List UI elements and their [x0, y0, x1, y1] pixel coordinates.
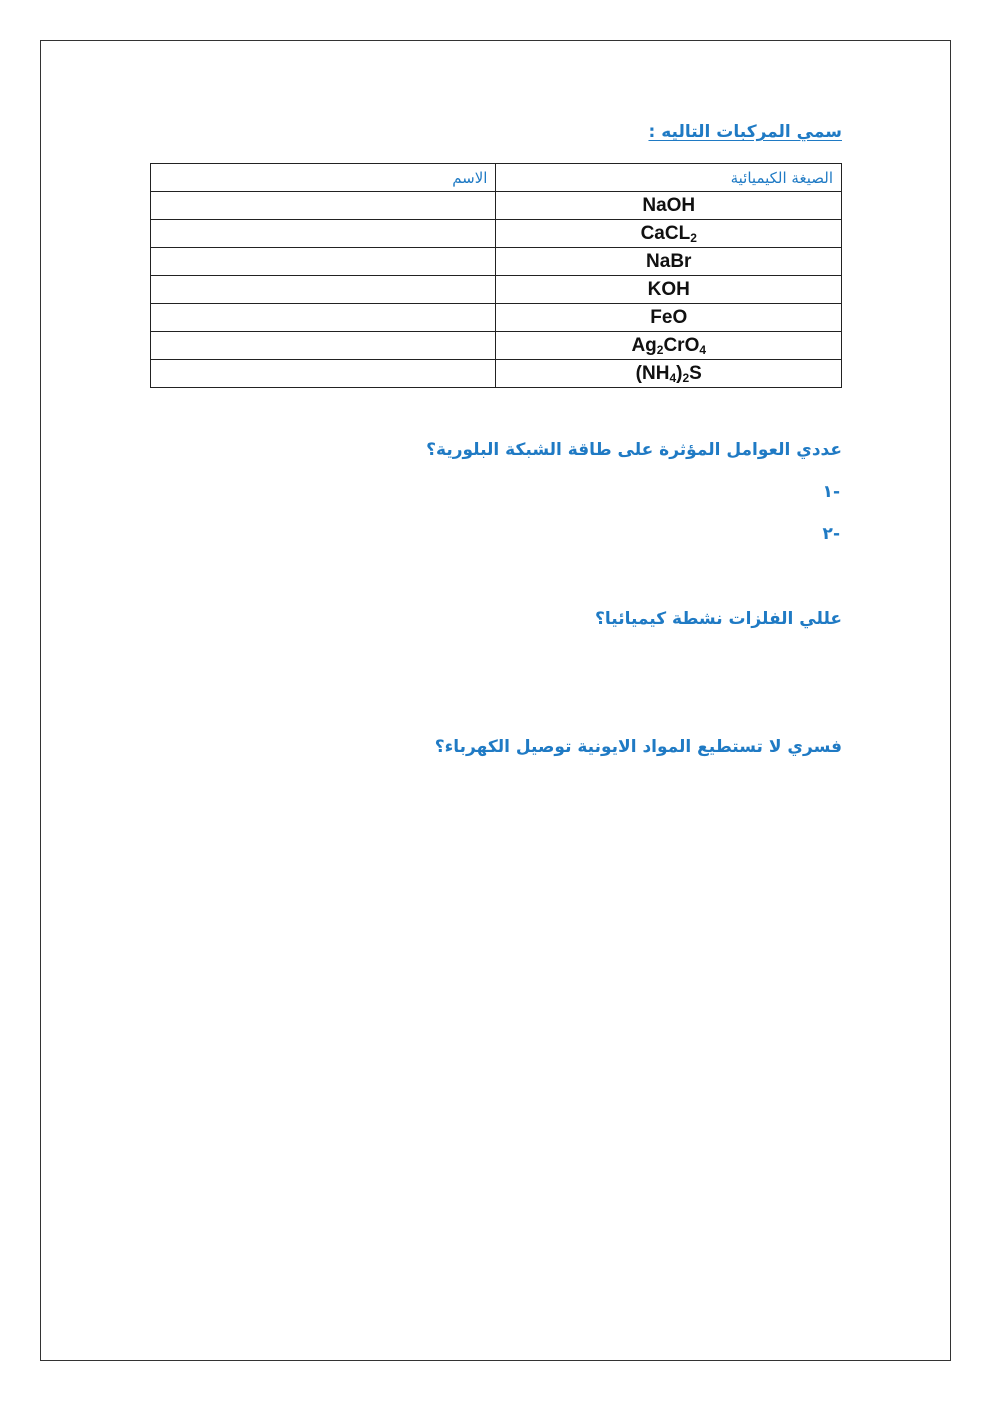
table-row: [151, 332, 842, 360]
formula-cell: [496, 192, 842, 220]
formula-text: FeO: [650, 306, 688, 328]
name-cell[interactable]: [151, 248, 496, 276]
name-cell[interactable]: [151, 276, 496, 304]
formula-text: KOH: [647, 278, 690, 300]
table-body: [151, 192, 842, 388]
question-1: عددي العوامل المؤثرة على طاقة الشبكة البلورية؟: [426, 440, 842, 460]
formula-subscript: 2: [656, 342, 664, 357]
header-formula: الصيغة الكيميائية: [496, 164, 842, 192]
formula-subscript: 2: [690, 230, 697, 245]
formula-subscript: 4: [669, 370, 677, 385]
formula-text: ): [676, 362, 683, 384]
table-row: [151, 304, 842, 332]
formula-text: CaCL: [640, 222, 691, 244]
question-3: فسري لا تستطيع المواد الايونية توصيل الكهرباء؟: [434, 737, 842, 757]
question-2: عللي الفلزات نشطة كيميائيا؟: [595, 609, 842, 629]
formula-text: (NH: [635, 362, 670, 384]
name-cell[interactable]: [151, 192, 496, 220]
table-row: [151, 360, 842, 388]
formula-subscript: 2: [682, 370, 690, 385]
name-cell[interactable]: [151, 304, 496, 332]
table-header-row: [151, 164, 842, 192]
formula-text: NaOH: [642, 194, 696, 216]
answer-item-2: -٢: [822, 524, 840, 544]
formula-text: NaBr: [646, 250, 692, 272]
table-row: [151, 220, 842, 248]
table-row: [151, 248, 842, 276]
formula-subscript: 4: [699, 342, 707, 357]
formula-text: Ag: [631, 334, 657, 356]
formula-cell: [496, 304, 842, 332]
formula-cell: [496, 220, 842, 248]
table-row: [151, 276, 842, 304]
formula-cell: [496, 332, 842, 360]
formula-cell: [496, 276, 842, 304]
table-row: [151, 192, 842, 220]
formula-cell: [496, 360, 842, 388]
compounds-table: [150, 163, 842, 388]
formula-text: S: [689, 362, 702, 384]
answer-item-1: -١: [822, 482, 840, 502]
section-title: سمي المركبات التاليه :: [648, 122, 842, 142]
name-cell[interactable]: [151, 360, 496, 388]
formula-cell: [496, 248, 842, 276]
header-name: الاسم: [151, 164, 496, 192]
name-cell[interactable]: [151, 220, 496, 248]
formula-text: CrO: [663, 334, 700, 356]
name-cell[interactable]: [151, 332, 496, 360]
